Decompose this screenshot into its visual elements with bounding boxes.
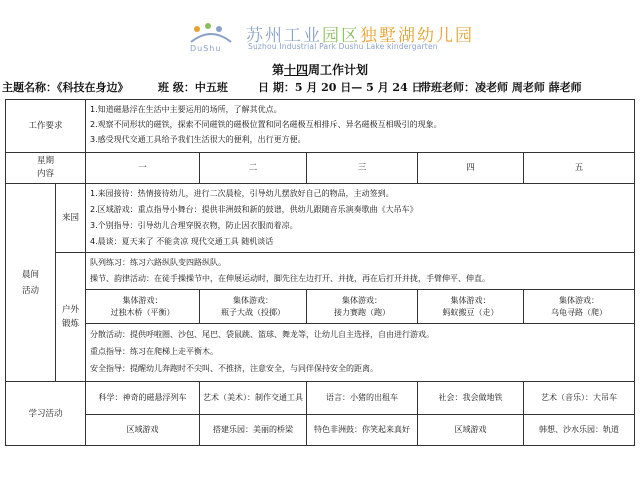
learning-row2-thursday: 区域游戏 (454, 425, 487, 434)
list-item: 2.区域游戏：重点指导小舞台：提供非洲鼓和新的鼓谱，供幼儿跟随音乐演奏歌曲《大吊车》 (90, 205, 418, 214)
learning-row2-wednesday: 特色非洲鼓：你笑起来真好 (314, 425, 410, 434)
group-game-friday: 集体游戏： 乌龟寻路（爬） (551, 295, 607, 317)
logo-dushu-text: DuShu (190, 44, 222, 53)
requirements-label: 工作要求 (28, 121, 63, 131)
arrival-label: 来园 (61, 213, 79, 223)
school-name: 苏州工业园区独墅湖幼儿园 (246, 26, 474, 46)
learning-row1-wednesday: 语言：小猪的出租车 (326, 393, 398, 402)
weekday-header-label: 星期 内容 (36, 156, 54, 179)
learning-row2-monday: 区域游戏 (126, 425, 159, 434)
date-range: 日 期：5 月 20 日— 5 月 24 日 (258, 81, 423, 94)
arrival-list (90, 186, 630, 252)
formation-drill: 队列练习：练习六路纵队变四路纵队。 (90, 258, 226, 267)
school-logo (188, 20, 474, 56)
day-wednesday: 三 (357, 163, 367, 173)
learning-row1-friday: 艺术（音乐）：大吊车 (541, 393, 617, 402)
week-number: 十四 (283, 63, 308, 77)
class-name: 班 级：中五班 (158, 81, 228, 94)
list-item: 3.个别指导：引导幼儿合理穿脱衣物，防止因衣服而着凉。 (90, 221, 298, 230)
plan-title: 第十四周工作计划 (271, 63, 369, 77)
learning-activities-label: 学习活动 (28, 408, 63, 419)
group-game-monday: 集体游戏： 过独木桥（平衡） (110, 295, 175, 317)
day-friday: 五 (574, 163, 584, 173)
exercise-routine: 操节、韵律活动：在徒手操操节中，在伸展运动时，脚先往左边打开、并拢，再在后打开并拢，手臂伸平、伸直。 (90, 274, 490, 283)
learning-row2-tuesday: 搭建乐园：美丽的桥梁 (213, 425, 293, 434)
requirements-list (90, 102, 630, 152)
school-name-english: Suzhou Industrial Park Dushu Lake kindergarten (248, 42, 438, 51)
learning-row1-monday: 科学：神奇的磁悬浮列车 (98, 393, 187, 402)
key-guidance: 重点指导：练习在爬梯上走平衡木。 (90, 347, 218, 356)
free-play: 分散活动：提供呼啦圈、沙包、尾巴、袋鼠跳、篮球、舞龙等，让幼儿自主选择，自由进行游戏。 (90, 330, 434, 339)
learning-row2-friday: 韩想、沙水乐园：轨道 (539, 425, 619, 434)
outdoor-notes (90, 326, 630, 381)
learning-row1-thursday: 社会：我会做地铁 (438, 393, 503, 402)
learning-row1-tuesday: 艺术（美术）：制作交通工具 (203, 393, 303, 402)
teachers: 带班老师：凌老师 周老师 薛老师 (420, 81, 582, 94)
list-item: 1.知道磁悬浮在生活中主要运用的场所，了解其优点。 (90, 105, 282, 114)
day-monday: 一 (138, 163, 147, 173)
day-tuesday: 二 (248, 163, 258, 173)
outdoor-exercise-label: 户外 锻炼 (61, 305, 79, 329)
list-item: 4.晨谈：夏天来了 不能贪凉 现代交通工具 随机谈话 (90, 237, 274, 246)
outdoor-drills (90, 255, 630, 289)
list-item: 1.来园接待：热情接待幼儿，进行二次晨检，引导幼儿摆放好自己的物品，主动签到。 (90, 189, 394, 198)
safety-guidance: 安全指导：提醒幼儿奔跑时不尖叫、不推挤，注意安全，与同伴保持安全的距离。 (90, 364, 378, 373)
group-game-wednesday: 集体游戏： 接力赛跑（跑） (334, 295, 390, 317)
schedule-table (5, 99, 635, 446)
list-item: 3.感受现代交通工具给予我们生活很大的便利，出行更方便。 (90, 135, 306, 144)
group-game-tuesday: 集体游戏： 瓶子大战（投掷） (221, 295, 285, 317)
theme-name: 主题名称：《科技在身边》 (2, 81, 129, 94)
list-item: 2.观察不同形状的磁铁，探索不同磁铁的磁极位置和同名磁极互相排斥、异名磁极互相吸引的现象。 (90, 120, 442, 129)
day-thursday: 四 (466, 163, 475, 173)
group-game-thursday: 集体游戏： 蚂蚁搬豆（走） (442, 295, 499, 317)
morning-activities-label: 晨间 活动 (21, 269, 39, 296)
